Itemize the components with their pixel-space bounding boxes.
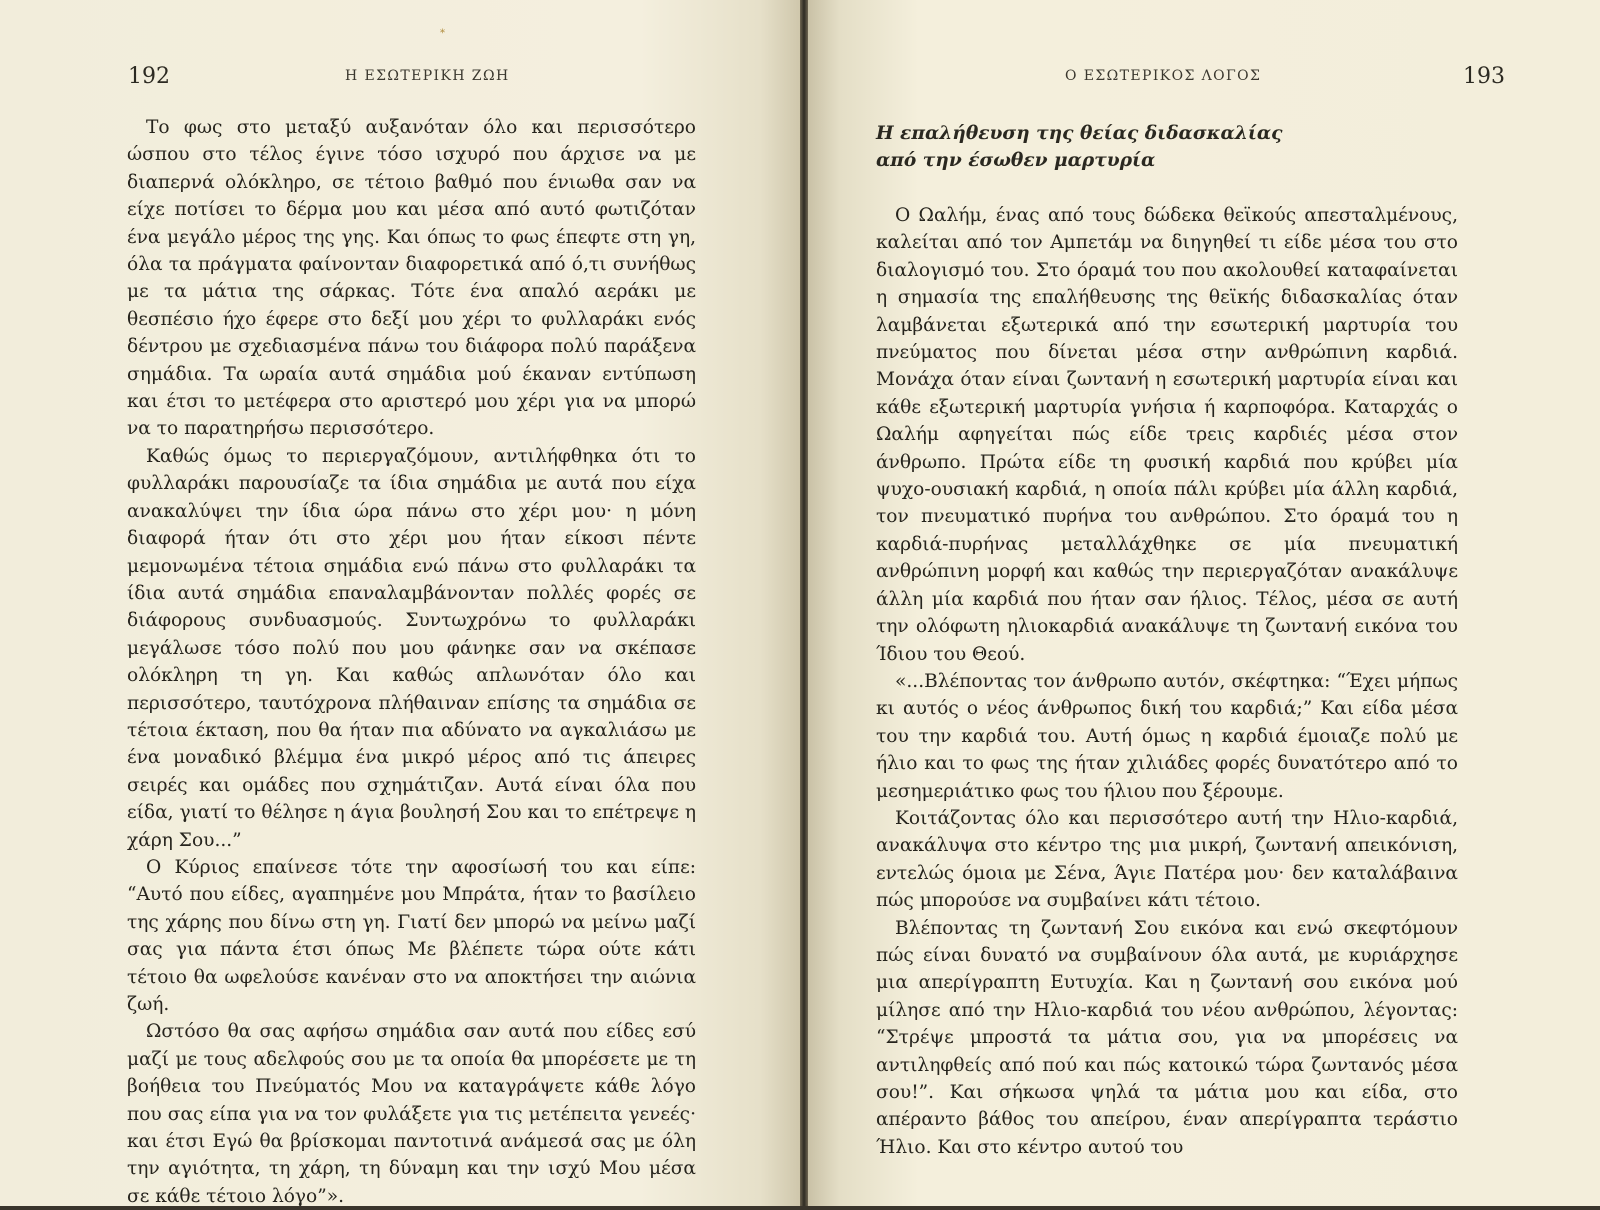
right-body-text <box>876 202 1458 1161</box>
right-paragraph: Κοιτάζοντας όλο και περισσότερο αυτή την Ηλιο-καρδιά, ανακάλυψα στο κέντρο της μια μικρή, ζωντανή απεικόνιση, εντελώς όμοια με Σένα, Άγιε Πατέρα μου· δεν καταλάβαινα πώς μπορούσε να συμβαίνει κάτι τέτοιο. <box>876 807 1458 912</box>
print-mark: * <box>440 28 445 39</box>
right-page <box>808 0 1600 1206</box>
section-title-line: από την έσωθεν μαρτυρία <box>876 150 1156 171</box>
section-title-line: Η επαλήθευση της θείας διδασκαλίας <box>876 123 1283 144</box>
book-gutter <box>800 0 808 1206</box>
left-page <box>0 0 800 1206</box>
left-paragraph: Ο Κύριος επαίνεσε τότε την αφοσίωσή του και είπε: “Αυτό που είδες, αγαπημένε μου Μπράτα, ήταν το βασίλειο της χάρης που δίνω στη γη. Γιατί δεν μπορώ να μείνω μαζί σας για πάντα έτσι όπως Με βλέπετε τώρα ούτε κάτι τέτοιο θα ωφελούσε κανέναν στο να αποκτήσει την αιώνια ζωή. <box>127 856 696 1015</box>
left-paragraph: Ωστόσο θα σας αφήσω σημάδια σαν αυτά που είδες εσύ μαζί με τους αδελφούς σου με τα οποία θα μπορέσετε με τη βοήθεια του Πνεύματός Μου να καταγράψετε κάθε λόγο που σας είπα για να τον φυλάξετε για τις μετέπειτα γενεές· και έτσι Εγώ θα βρίσκομαι παντοτινά ανάμεσά σας με όλη την αγιότητα, τη χάρη, τη δύναμη και την ισχύ Μου μέσα σε κάθε τέτοιο λόγο”». <box>127 1021 696 1207</box>
right-paragraph: «...Βλέποντας τον άνθρωπο αυτόν, σκέφτηκα: “Έχει μήπως κι αυτός ο νέος άνθρωπος δική του καρδιά;” Και είδα μέσα του την καρδιά του. Αυτή όμως η καρδιά έμοιαζε πολύ με ήλιο και το φως της ήταν χιλιάδες φορές δυνατότερο από το μεσημεριάτικο φως του ήλιου που ξέρουμε. <box>876 670 1458 802</box>
section-title <box>876 120 1436 174</box>
left-body-text <box>127 114 696 1210</box>
right-paragraph: Ο Ωαλήμ, ένας από τους δώδεκα θεϊκούς απεσταλμένους, καλείται από τον Αμπετάμ να διηγηθεί τι είδε μέσα του στο διαλογισμό του. Στο όραμά του που ακολουθεί καταφαίνεται η σημασία της επαλήθευσης της θεϊκής διδασκαλίας όταν λαμβάνεται εξωτερικά από την εσωτερική μαρτυρία του πνεύματος που δίνεται μέσα στην ανθρώπινη καρδιά. Μονάχα όταν είναι ζωντανή η εσωτερική μαρτυρία είναι και κάθε εξωτερική μαρτυρία γνήσια ή καρποφόρα. Καταρχάς ο Ωαλήμ αφηγείται πώς είδε τρεις καρδιές μέσα στον άνθρωπο. Πρώτα είδε τη φυσική καρδιά που κρύβει μία ψυχο-ουσιακή καρδιά, η οποία πάλι κρύβει μία άλλη καρδιά, τον πνευματικό πυρήνα του ανθρώπου. Στο όραμά του η καρδιά-πυρήνας μεταλλάχθηκε σε μία πνευματική ανθρώπινη μορφή και καθώς την περιεργαζόταν ανακάλυψε άλλη μία καρδιά που ήταν σαν ήλιος. Τέλος, μέσα σε αυτή την ολόφωτη ηλιοκαρδιά ανακάλυψε τη ζωντανή εικόνα του Ίδιου του Θεού. <box>876 205 1458 665</box>
right-running-head: Ο ΕΣΩΤΕΡΙΚΟΣ ΛΟΓΟΣ <box>1065 68 1262 84</box>
left-running-head: Η ΕΣΩΤΕΡΙΚΗ ΖΩΗ <box>345 68 510 84</box>
right-page-number: 193 <box>1463 64 1505 89</box>
right-paragraph: Βλέποντας τη ζωντανή Σου εικόνα και ενώ σκεφτόμουν πώς είναι δυνατό να συμβαίνουν όλα αυτά, με κυριάρχησε μια απερίγραπτη Ευτυχία. Και η ζωντανή σου εικόνα μού μίλησε από την Ηλιο-καρδιά του νέου ανθρώπου, λέγοντας: “Στρέψε μπροστά τα μάτια σου, για να μπορέσεις να αντιληφθείς από πού και πώς κατοικώ τώρα ζωντανός μέσα σου!”. Και σήκωσα ψηλά τα μάτια μου και είδα, στο απέραντο βάθος του απείρου, έναν απερίγραπτα τεράστιο Ήλιο. Και στο κέντρο αυτού του <box>876 917 1458 1158</box>
left-paragraph: Καθώς όμως το περιεργαζόμουν, αντιλήφθηκα ότι το φυλλαράκι παρουσίαζε τα ίδια σημάδια με αυτά που είχα ανακαλύψει την ίδια ώρα πάνω στο χέρι μου· η μόνη διαφορά ήταν ότι στο χέρι μου ήταν είκοσι πέντε μεμονωμένα τέτοια σημάδια ενώ πάνω στο φυλλαράκι τα ίδια αυτά σημάδια επαναλαμβάνονταν πολλές φορές σε διάφορους συνδυασμούς. Συντωχρόνω το φυλλαράκι μεγάλωσε τόσο πολύ που μου φάνηκε σαν να σκέπασε ολόκληρη τη γη. Και καθώς απλωνόταν όλο και περισσότερο, ταυτόχρονα πλήθαιναν επίσης τα σημάδια σε τέτοια έκταση, που θα ήταν πια αδύνατο να αγκαλιάσω με ένα μοναδικό βλέμμα ένα μικρό μέρος από τις άπειρες σειρές και ομάδες που σχημάτιζαν. Αυτά είναι όλα που είδα, γιατί το θέλησε η άγια βουλησή Σου και το επέτρεψε η χάρη Σου...” <box>127 445 696 851</box>
left-page-number: 192 <box>128 64 170 89</box>
left-paragraph: Το φως στο μεταξύ αυξανόταν όλο και περισσότερο ώσπου στο τέλος έγινε τόσο ισχυρό που άρχισε να με διαπερνά ολόκληρο, σε τέτοιο βαθμό που ένιωθα σαν να είχε ποτίσει το δέρμα μου και μέσα από αυτό φωτιζόταν ένα μεγάλο μέρος της γης. Και όπως το φως έπεφτε στη γη, όλα τα πράγματα φαίνονταν διαφορετικά από ό,τι συνήθως με τα μάτια της σάρκας. Τότε ένα απαλό αεράκι με θεσπέσιο ήχο έφερε στο δεξί μου χέρι το φυλλαράκι ενός δέντρου με σχεδιασμένα πάνω του διάφορα πολύ παράξενα σημάδια. Τα ωραία αυτά σημάδια μού έκαναν εντύπωση και έτσι το μετέφερα στο αριστερό μου χέρι για να μπορώ να το παρατηρήσω περισσότερο. <box>127 117 696 440</box>
